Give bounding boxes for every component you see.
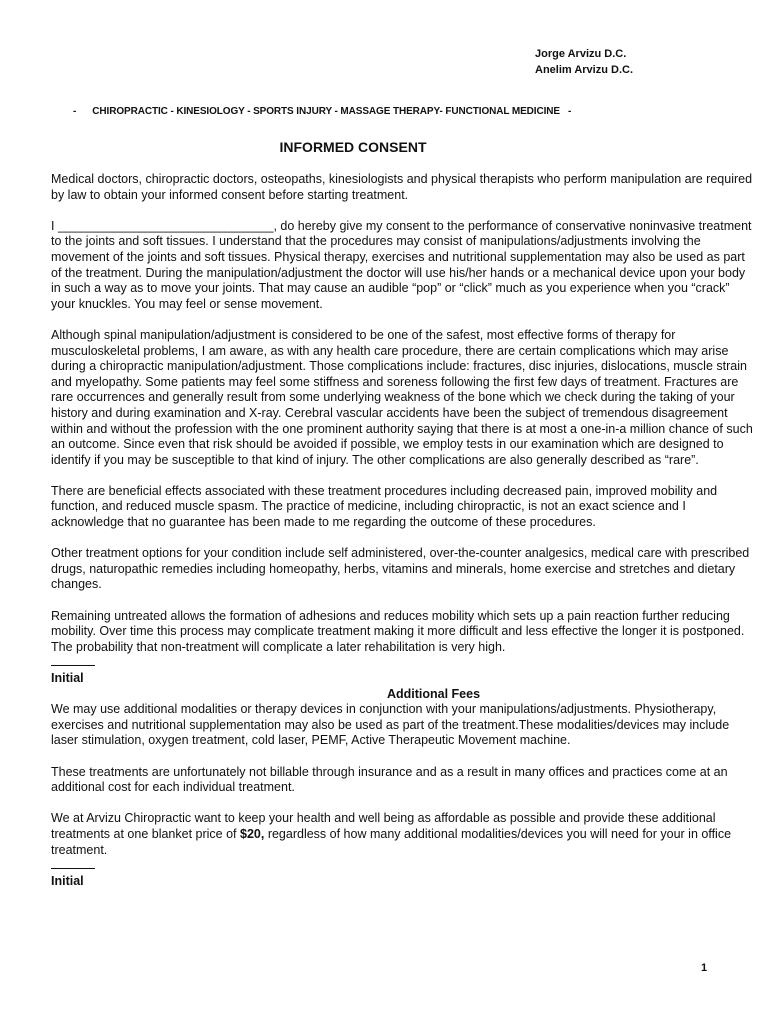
initial-label-2: Initial (51, 873, 84, 888)
blanket-price-text-2: regardless of how many additional modalities/devices you will need for your in office treatment. (51, 826, 732, 857)
blanket-price-text-1: We at Arvizu Chiropractic want to keep your health and well being as affordable as possible and provide these additional treatments at one blanket price of (51, 811, 716, 841)
paragraph-benefits: There are beneficial effects associated with these treatment procedures including decreased pain, improved mobility and function, and reduced muscle spasm. The practice of medicine, including chiropractic, is not an exact science and I acknowledge that no guarantee has been made to me regarding the outcome of these procedures. (51, 483, 718, 530)
page-number: 1 (701, 962, 708, 974)
doctor-names (535, 46, 633, 78)
paragraph-insurance: These treatments are unfortunately not billable through insurance and as a result in many offices and practices come at an additional cost for each individual treatment. (51, 764, 728, 795)
paragraph-options: Other treatment options for your condition include self administered, over-the-counter analgesics, medical care with prescribed drugs, naturopathic remedies including homeopathy, herbs, vitamins and minerals, home exercise and stretches and dietary changes. (51, 546, 750, 592)
additional-fees-heading: Additional Fees (386, 686, 481, 701)
paragraph-complications: Although spinal manipulation/adjustment is considered to be one of the safest, most effective forms of therapy for musculoskeletal problems, I am aware, as with any health care procedure, there are certain complications which may arise during a chiropractic manipulation/adjustment. Those complications include: fractures, disc injuries, dislocations, muscle strain and myelopathy. Some patients may feel some stiffness and soreness following the first few days of treatment. Fractures are rare occurrences and generally result from some underlying weakness of the bone which we check during the taking of your history and during examination and X-ray. Cerebral vascular accidents have been the subject of tremendous disagreement within and without the profession with the one prominent authority saying that there is at most a one-in-a million chance of such an outcome. Since even that risk should be avoided if possible, we employ tests in our examination which are designed to identify if you may be susceptible to that kind of injury. The other complications are also generally described as “rare”. (51, 327, 753, 467)
doctor-name-2: Anelim Arvizu D.C. (535, 64, 633, 76)
initial-label-1: Initial (51, 671, 84, 685)
page-title: INFORMED CONSENT (279, 139, 427, 155)
paragraph-consent: I _______________________________, do hereby give my consent to the performance of conservative noninvasive treatment to the joints and soft tissues. I understand that the procedures may consist of manipulations/adjustments involving the movement of the joints and soft tissues. Physical therapy, exercises and nutritional supplementation may also be used as part of the treatment. During the manipulation/adjustment the doctor will use his/her hands or a mechanical device upon your body in such a way as to move your joints. That may cause an audible “pop” or “click” much as you experience when you “crack” your knuckles. You may feel or sense movement. (51, 218, 752, 311)
paragraph-modalities: We may use additional modalities or therapy devices in conjunction with your manipulations/adjustments. Physiotherapy, exercises and nutritional supplementation may also be used as part of the treatment.These modalities/devices may include laser stimulation, oxygen treatment, cold laser, PEMF, Active Therapeutic Movement machine. (51, 702, 730, 748)
doctor-name-1: Jorge Arvizu D.C. (535, 48, 627, 60)
paragraph-law: Medical doctors, chiropractic doctors, osteopaths, kinesiologists and physical therapists who perform manipulation are required by law to obtain your informed consent before starting treatment. (51, 172, 753, 202)
initial-signature-line-1[interactable] (51, 655, 756, 671)
consent-body (51, 172, 756, 889)
specialties-line: - CHIROPRACTIC - KINESIOLOGY - SPORTS INJURY - MASSAGE THERAPY- FUNCTIONAL MEDICINE - (73, 106, 572, 117)
blanket-price: $20, (240, 826, 265, 841)
paragraph-untreated: Remaining untreated allows the formation of adhesions and reduces mobility which sets up a pain reaction further reducing mobility. Over time this process may complicate treatment making it more difficult and less effective the longer it is postponed. The probability that non-treatment will complicate a later rehabilitation is very high. (51, 608, 745, 654)
initial-signature-line-2[interactable] (51, 858, 756, 874)
paragraph-blanket-price (51, 811, 756, 858)
